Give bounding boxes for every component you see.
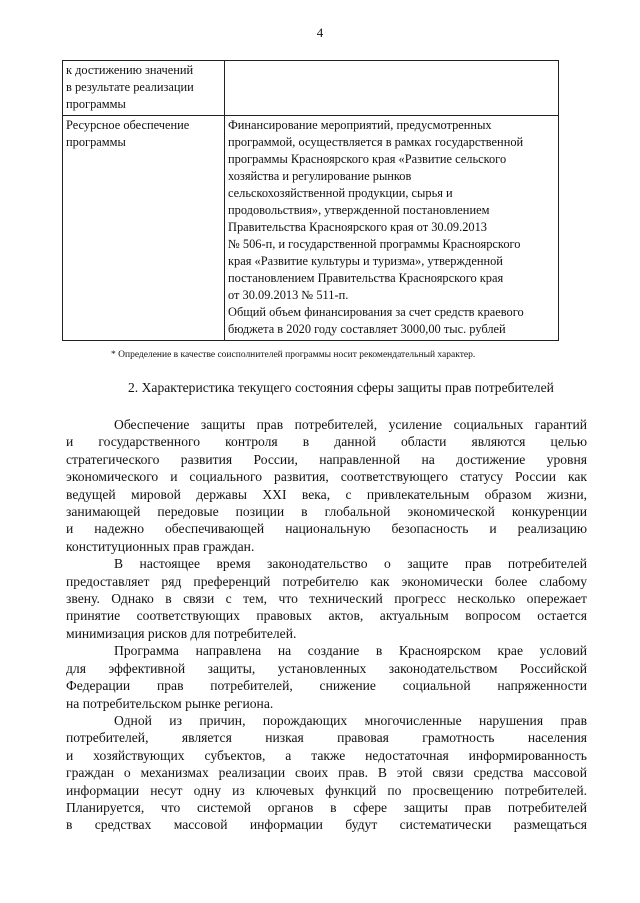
paragraph-line: предоставляет ряд преференций потребителю как экономически более слабому [66,573,587,589]
paragraph-line: Планируется, что системой органов в сфере защиты прав потребителей [66,799,587,815]
cell-line: № 506-п, и государственной программы Красноярского [228,237,521,251]
section-title: 2. Характеристика текущего состояния сферы защиты прав потребителей [128,380,554,395]
paragraph-line: и хозяйствующих субъектов, а также недостаточная информированность [66,747,587,763]
cell-line: хозяйства и регулирование рынков [228,169,412,183]
paragraph-line: Программа направлена на создание в Красноярском крае условий [114,643,587,659]
table-cell-value [225,116,559,341]
page-number: 4 [316,25,324,40]
cell-line: постановлением Правительства Красноярского края [228,271,504,285]
paragraph-line: звену. Однако в связи с тем, что технический прогресс несколько опережает [66,591,587,607]
cell-line: края «Развитие культуры и туризма», утвержденной [228,254,503,268]
cell-line: от 30.09.2013 № 511-п. [228,288,349,302]
paragraph-line: граждан о механизмах реализации своих прав. В этой связи средства массовой [66,765,587,781]
paragraph-line: экономического и социального развития, соответствующего статусу России как [66,469,587,485]
paragraph-line: принятие соответствующих правовых актов, актуальным вопросом остается [66,608,587,624]
cell-line: Финансирование мероприятий, предусмотренных [228,118,492,132]
cell-line: сельскохозяйственной продукции, сырья и [228,186,453,200]
cell-line: Общий объем финансирования за счет средств краевого [228,305,524,319]
paragraph-line: минимизация рисков для потребителей. [66,625,297,641]
table-row [63,61,559,116]
paragraph-line: ведущей мировой державы XXI века, с привлекательным образом жизни, [66,486,587,502]
paragraph [66,642,587,712]
paragraph [66,555,587,642]
paragraph-line: занимающей передовые позиции в глобальной экономической конкуренции [66,504,587,520]
paragraph-line: В настоящее время законодательство о защите прав потребителей [114,556,587,572]
cell-line: программы [66,97,126,111]
paragraph-line: конституционных прав граждан. [66,538,255,554]
table-cell-label [63,116,225,341]
paragraph-line: на потребительском рынке региона. [66,695,274,711]
cell-line: Ресурсное обеспечение [66,118,190,132]
paragraph-line: и государственного контроля в данной области являются целью [66,434,587,450]
table-row [63,116,559,341]
paragraph-line: Одной из причин, порождающих многочисленные нарушения прав [114,712,587,728]
program-passport-table [62,60,559,341]
paragraph-line: Федерации прав потребителей, снижение социальной напряженности [66,678,587,694]
cell-line: программой, осуществляется в рамках государственной [228,135,524,149]
paragraph [66,712,587,834]
paragraph-line: потребителей, является низкая правовая грамотность населения [66,730,587,746]
cell-line: продовольствия», утвержденной постановлением [228,203,490,217]
cell-line: бюджета в 2020 году составляет 3000,00 тыс. рублей [228,322,506,336]
cell-line: программы [66,135,126,149]
paragraph-line: и надежно обеспечивающей национальную безопасность и реализацию [66,521,587,537]
paragraph [66,416,587,555]
body-text [66,416,587,834]
paragraph-line: Обеспечение защиты прав потребителей, усиление социальных гарантий [114,417,587,432]
paragraph-line: информации несут одну из ключевых функций по просвещению потребителей. [66,782,587,798]
cell-line: Правительства Красноярского края от 30.09.2013 [228,220,487,234]
paragraph-line: в средствах массовой информации будут систематически размещаться [66,817,587,833]
cell-line: в результате реализации [66,80,194,94]
table-cell-label [63,61,225,116]
table-cell-value [225,61,559,116]
cell-line: программы Красноярского края «Развитие сельского [228,152,507,166]
cell-line: к достижению значений [66,63,194,77]
footnote: * Определение в качестве соисполнителей программы носит рекомендательный характер. [111,350,476,360]
paragraph-line: для эффективной защиты, установленных законодательством Российской [66,660,587,676]
paragraph-line: стратегического развития России, направленной на достижение уровня [66,451,587,467]
